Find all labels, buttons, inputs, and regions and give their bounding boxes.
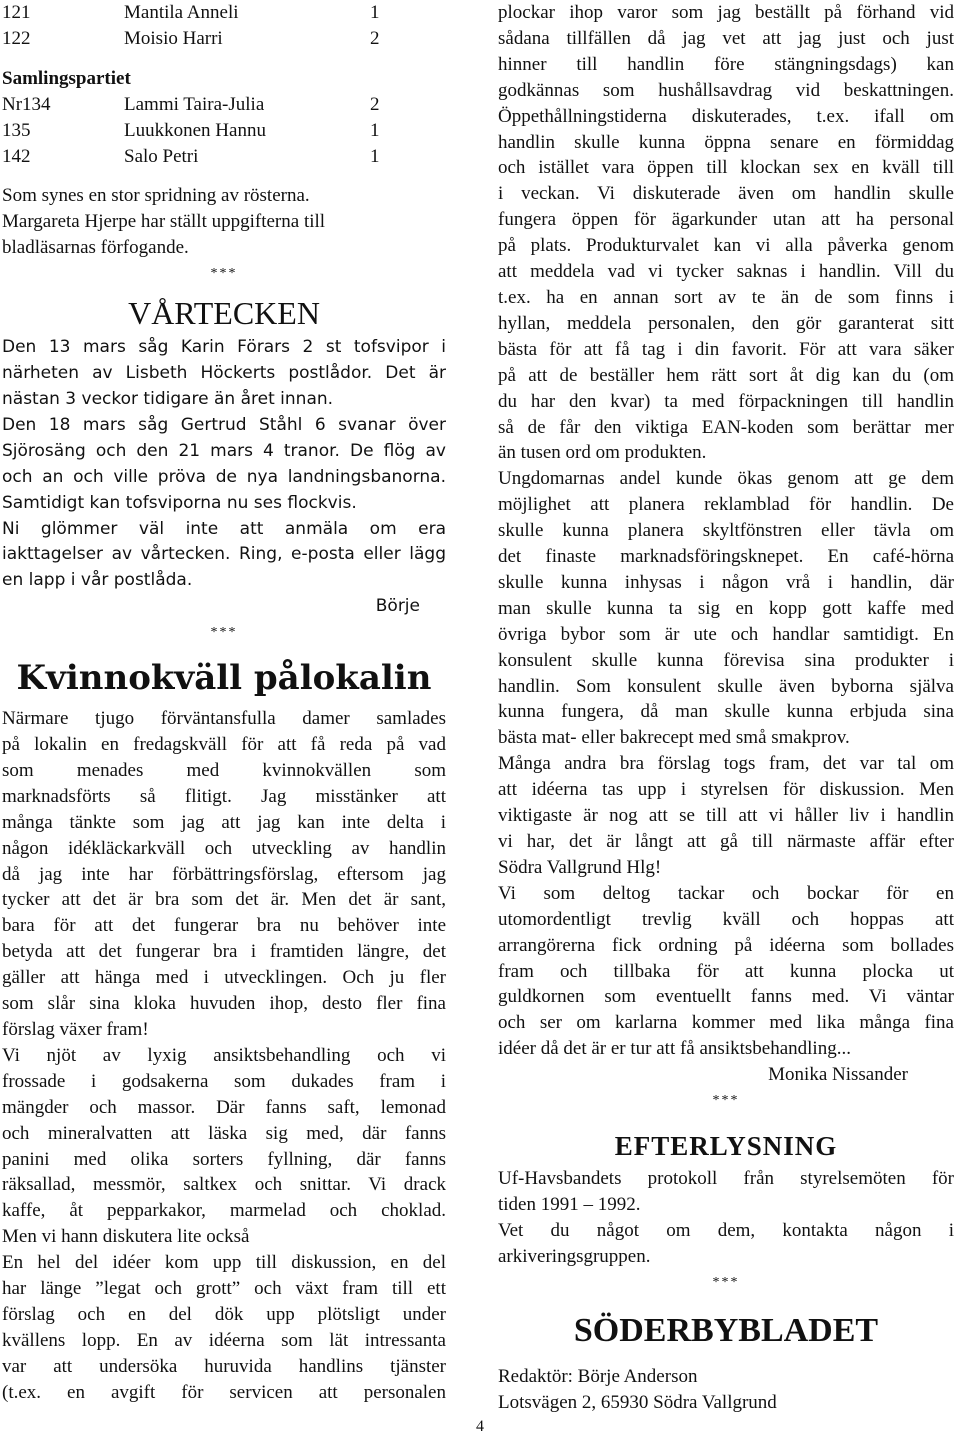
- candidate-number: Nr134: [2, 93, 51, 115]
- text-line: handlin skulle kunna öppna senare en förmiddag: [498, 131, 954, 153]
- text-line: skulle kunna planera skyltfönstren eller tävla om: [498, 520, 954, 542]
- text-line: viktigaste är nog att se till att vi håller liv i handlin: [498, 805, 954, 827]
- efterlysning-article: [498, 1166, 954, 1270]
- text-line: har länge ”legat och grott” och växt fram till ett: [2, 1278, 446, 1300]
- text-line: och mineralvatten att läska sig med, där fanns: [2, 1122, 446, 1144]
- text-line: Ungdomarnas andel kunde ökas genom att ge dem: [498, 468, 954, 490]
- text-line: arkiveringsgruppen.: [498, 1245, 651, 1267]
- editor-line: Redaktör: Börje Anderson: [498, 1365, 698, 1387]
- candidate-name: Luukkonen Hannu: [124, 119, 266, 141]
- text-line: Närmare tjugo förväntansfulla damer samlades: [2, 708, 446, 730]
- vote-row: [2, 0, 446, 26]
- vote-row: [2, 118, 446, 144]
- text-line: du har den kvar) ta med förpackningen till handlin: [498, 390, 954, 412]
- section-divider: ***: [210, 625, 238, 641]
- left-column: [2, 0, 446, 1406]
- text-line: Uf-Havsbandets protokoll från styrelsemöten för: [498, 1168, 954, 1190]
- candidate-name: Salo Petri: [124, 145, 199, 167]
- vartecken-title: VÅRTECKEN: [128, 295, 320, 332]
- section-divider: ***: [712, 1093, 740, 1109]
- address-line: Lotsvägen 2, 65930 Södra Vallgrund: [498, 1391, 777, 1413]
- text-line: fram och tillbaka för att kunna plocka ut: [498, 960, 954, 982]
- text-line: frossade i godsakerna som dukades fram i: [2, 1070, 446, 1092]
- text-line: var att undersöka huruvida handlins tjänster: [2, 1355, 446, 1377]
- text-line: kaffe, åt pepparkakor, marmelad och choklad.: [2, 1200, 446, 1222]
- text-line: då jag inte har förbättringsförslag, eftersom jag: [2, 863, 446, 885]
- candidate-number: 122: [2, 27, 31, 49]
- text-line: som menades med kvinnokvällen som: [2, 759, 446, 781]
- text-line: arrangörerna fick ordning på idéerna som bollades: [498, 934, 954, 956]
- text-line: som slår sina kloka huvuden ihop, desto fler fina: [2, 993, 446, 1015]
- text-line: Många andra bra förslag togs fram, det var tal om: [498, 753, 954, 775]
- text-line: plockar ihop varor som jag beställt på förhand vid: [498, 2, 954, 23]
- vote-count: 2: [370, 27, 380, 49]
- vote-count: 2: [370, 93, 380, 115]
- vote-row: [2, 92, 446, 118]
- text-line: på plats. Produkturvalet kan vi alla påverka genom: [498, 235, 954, 257]
- text-line: många tänkte som jag att jag kan inte delta i: [2, 811, 446, 833]
- text-line: hyllan, meddela personalen, den gör garanterat sitt: [498, 312, 954, 334]
- text-line: hinner till handlin före stängningsdags) kan: [498, 53, 954, 75]
- text-line: Vi njöt av lyxig ansiktsbehandling och vi: [2, 1044, 446, 1066]
- candidate-number: 142: [2, 145, 31, 167]
- vote-row: [2, 144, 446, 170]
- text-line: närheten av Lisbeth Höckerts postlådor. Det är: [2, 363, 446, 384]
- text-line: räksallad, messmör, saltkex och snittar. Vi drack: [2, 1174, 446, 1196]
- text-line: Samtidigt kan tofsviporna nu ses flockvis.: [2, 492, 357, 513]
- text-line: skulle kunna inhysas i någon vrå i handlin, där: [498, 571, 954, 593]
- text-line: tiden 1991 – 1992.: [498, 1193, 641, 1215]
- text-line: fungera öppen för ägarkunder utan att ha personal: [498, 209, 954, 231]
- text-line: bladläsarnas förfogande.: [2, 237, 189, 259]
- text-line: betyda att det fungerar bra i framtiden längre, det: [2, 941, 446, 963]
- votes-note: [2, 183, 446, 261]
- vote-count: 1: [370, 2, 380, 23]
- masthead-title: SÖDERBYBLADET: [573, 1311, 879, 1349]
- text-line: Vi som deltog tackar och bockar för en: [498, 882, 954, 904]
- text-line: Som synes en stor spridning av rösterna.: [2, 185, 310, 207]
- text-line: Den 18 mars såg Gertrud Ståhl 6 svanar över: [2, 414, 446, 435]
- text-line: kvällens lopp. En av idéerna som lät intressanta: [2, 1329, 446, 1351]
- vote-list-group: [2, 92, 446, 170]
- vote-count: 1: [370, 145, 380, 167]
- text-line: En hel del idéer kom upp till diskussion, en del: [2, 1252, 446, 1274]
- text-line: möjlighet att planera reklamblad för handlin. De: [498, 494, 954, 516]
- text-line: så de får den viktiga EAN-koden som berättar mer: [498, 416, 954, 438]
- text-line: idéer då det är er tur att få ansiktsbehandling...: [498, 1038, 851, 1060]
- text-line: på att de beställer hem rätt sort åt dig kan du (om: [498, 364, 954, 386]
- text-line: i veckan. Vi diskuterade även om handlin skulle: [498, 183, 954, 205]
- kvinnokvall-title: Kvinnokväll pålokalin: [16, 658, 432, 699]
- text-line: Ni glömmer väl inte att anmäla om era: [2, 518, 446, 539]
- text-line: t.ex. ha en annan sort av te än de som finns i: [498, 286, 954, 308]
- text-line: Men vi hann diskutera lite också: [2, 1226, 250, 1248]
- text-line: en lapp i vår postlåda.: [2, 570, 193, 591]
- text-line: att meddela vad vi tycker saknas i handlin. Vill du: [498, 261, 954, 283]
- text-line: bästa för att få tag i din favorit. För att vara säker: [498, 338, 954, 360]
- text-line: man skulle kunna ta sig en kopp gott kaffe med: [498, 597, 954, 619]
- text-line: sådana tillfällen då jag vet att jag just och just: [498, 27, 954, 49]
- text-line: godkännas som hushållsavdrag vid beskattningen.: [498, 79, 954, 101]
- text-line: det finaste marknadsföringsknepet. En café-hörna: [498, 546, 954, 568]
- section-divider: ***: [210, 266, 238, 282]
- text-line: förslag och en del dök upp plötsligt under: [2, 1303, 446, 1325]
- text-line: förslag växer fram!: [2, 1019, 149, 1040]
- text-line: nästan 3 veckor tidigare än året innan.: [2, 388, 334, 409]
- text-line: bara för att det fungerar bra nu behöver inte: [2, 915, 446, 937]
- text-line: Margareta Hjerpe har ställt uppgifterna till: [2, 211, 326, 233]
- kvinnokvall-article-continued: [498, 0, 954, 1088]
- text-line: Södra Vallgrund Hlg!: [498, 856, 662, 878]
- text-line: Sjörosäng och den 21 mars 4 tranor. De flög av: [2, 440, 446, 461]
- text-line: bästa mat- eller bakrecept med små smakprov.: [498, 727, 850, 749]
- text-line: Den 13 mars såg Karin Förars 2 st tofsvipor i: [2, 337, 446, 358]
- text-line: någon idékläckarkväll och utveckling av handlin: [2, 837, 446, 859]
- text-line: kunna fungera, då man skulle kunna erbjuda sina: [498, 701, 954, 723]
- right-column: [498, 0, 954, 1416]
- vote-list-top: [2, 0, 446, 52]
- candidate-name: Mantila Anneli: [124, 2, 239, 23]
- text-line: att idéerna tas upp i styrelsen för diskussion. Men: [498, 779, 954, 801]
- vartecken-article: [2, 335, 446, 620]
- text-line: och ser om karlarna kommer med lika många fina: [498, 1012, 954, 1034]
- efterlysning-title: EFTERLYSNING: [614, 1131, 838, 1162]
- party-group-title: Samlingspartiet: [2, 67, 131, 89]
- signature: Börje: [375, 596, 420, 617]
- text-line: än tusen ord om produkten.: [498, 442, 707, 464]
- vote-count: 1: [370, 119, 380, 141]
- vote-row: [2, 26, 446, 52]
- text-line: guldkornen som eventuellt fanns med. Vi väntar: [498, 986, 954, 1008]
- text-line: på lokalin en fredagskväll för att få reda på vad: [2, 734, 446, 756]
- candidate-name: Moisio Harri: [124, 27, 223, 49]
- page-number: 4: [476, 1418, 484, 1435]
- text-line: övriga bybor som är ute och handlar samtidigt. En: [498, 623, 954, 645]
- signature: Monika Nissander: [768, 1064, 908, 1086]
- text-line: (t.ex. en avgift för servicen att personalen: [2, 1381, 446, 1403]
- text-line: utomordentligt trevlig kväll och hoppas att: [498, 908, 954, 930]
- text-line: mängder och massor. Där fanns saft, lemonad: [2, 1096, 446, 1118]
- kvinnokvall-article: [2, 706, 446, 1405]
- text-line: tycker att det är bra som det är. Men det är sant,: [2, 889, 446, 911]
- text-line: handlin. Som konsulent skulle även byborna själva: [498, 675, 954, 697]
- text-line: och istället vara öppen till klockan sex en kväll till: [498, 157, 954, 179]
- masthead-info: [498, 1364, 954, 1416]
- candidate-number: 121: [2, 2, 31, 23]
- text-line: iakttagelser av vårtecken. Ring, e-posta eller lägg: [2, 544, 446, 565]
- text-line: konsulent skulle kunna förevisa sina produkter i: [498, 649, 954, 671]
- text-line: gäller att hänga med i utvecklingen. Och ju fler: [2, 967, 446, 989]
- text-line: vi har, det är långt att gå till närmaste affär efter: [498, 831, 954, 852]
- text-line: marknadsförts så flitigt. Jag misstänker att: [2, 785, 446, 807]
- text-line: panini med olika sorters fyllning, där fanns: [2, 1148, 446, 1170]
- section-divider: ***: [712, 1274, 740, 1290]
- text-line: och an och ville pröva de nya landningsbanorna.: [2, 466, 446, 487]
- candidate-name: Lammi Taira-Julia: [124, 93, 265, 115]
- candidate-number: 135: [2, 119, 31, 141]
- text-line: Vet du något om dem, kontakta någon i: [498, 1219, 954, 1241]
- text-line: Öppethållningstiderna diskuterades, t.ex. ifall om: [498, 105, 954, 127]
